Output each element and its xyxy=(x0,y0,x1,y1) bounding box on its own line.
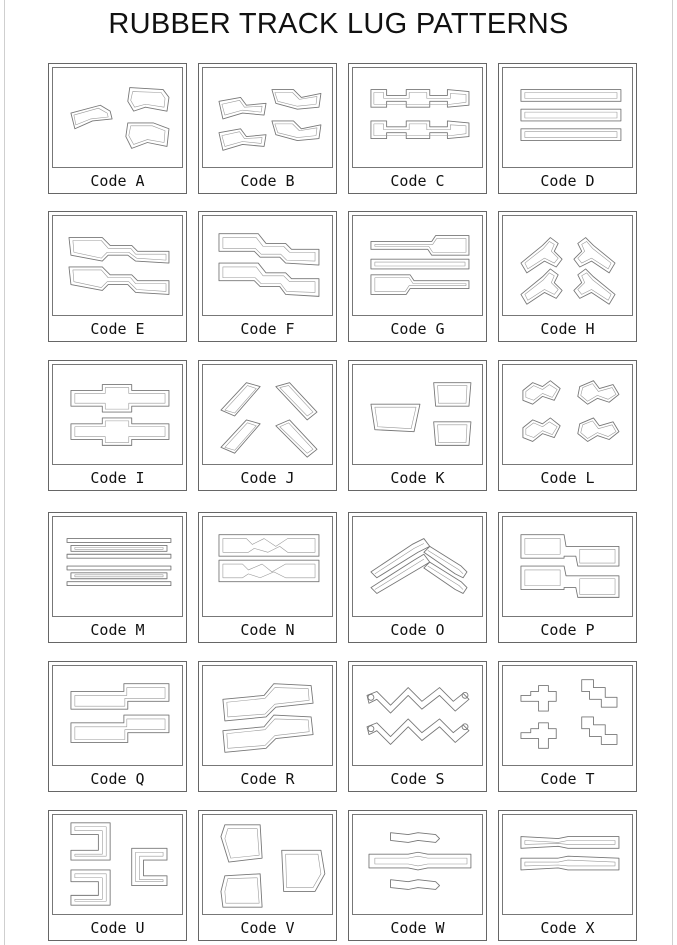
page-title: RUBBER TRACK LUG PATTERNS xyxy=(108,8,569,40)
pattern-code-label: Code X xyxy=(540,919,595,937)
pattern-card[interactable] xyxy=(348,63,487,194)
pattern-card[interactable] xyxy=(48,810,187,941)
pattern-f-icon xyxy=(203,216,332,315)
pattern-image xyxy=(202,67,333,168)
pattern-c-icon xyxy=(353,68,482,167)
pattern-code-label: Code Q xyxy=(90,770,145,788)
pattern-card[interactable] xyxy=(198,211,337,342)
pattern-image xyxy=(502,364,633,465)
pattern-image xyxy=(352,814,483,915)
pattern-e-icon xyxy=(53,216,182,315)
pattern-x-icon xyxy=(503,815,632,914)
pattern-n-icon xyxy=(203,517,332,616)
pattern-image xyxy=(352,516,483,617)
pattern-code-label: Code A xyxy=(90,172,145,190)
pattern-card[interactable] xyxy=(48,661,187,792)
pattern-s-icon xyxy=(353,666,482,765)
pattern-m-icon xyxy=(53,517,182,616)
pattern-code-label: Code H xyxy=(540,320,595,338)
pattern-image xyxy=(202,215,333,316)
pattern-card[interactable] xyxy=(498,661,637,792)
pattern-code-label: Code G xyxy=(390,320,445,338)
pattern-image xyxy=(502,215,633,316)
pattern-card[interactable] xyxy=(48,512,187,643)
pattern-card[interactable] xyxy=(198,810,337,941)
pattern-code-label: Code V xyxy=(240,919,295,937)
pattern-l-icon xyxy=(503,365,632,464)
pattern-image xyxy=(202,516,333,617)
pattern-code-label: Code P xyxy=(540,621,595,639)
pattern-code-label: Code D xyxy=(540,172,595,190)
pattern-t-icon xyxy=(503,666,632,765)
pattern-code-label: Code B xyxy=(240,172,295,190)
pattern-i-icon xyxy=(53,365,182,464)
pattern-image xyxy=(352,67,483,168)
pattern-code-label: Code K xyxy=(390,469,445,487)
pattern-q-icon xyxy=(53,666,182,765)
pattern-card[interactable] xyxy=(348,360,487,491)
pattern-image xyxy=(52,516,183,617)
pattern-card[interactable] xyxy=(498,512,637,643)
pattern-code-label: Code E xyxy=(90,320,145,338)
pattern-code-label: Code S xyxy=(390,770,445,788)
pattern-image xyxy=(352,364,483,465)
pattern-image xyxy=(52,814,183,915)
pattern-card[interactable] xyxy=(198,512,337,643)
pattern-image xyxy=(502,814,633,915)
pattern-image xyxy=(352,665,483,766)
pattern-card[interactable] xyxy=(198,63,337,194)
pattern-card[interactable] xyxy=(348,661,487,792)
pattern-card[interactable] xyxy=(198,360,337,491)
pattern-image xyxy=(202,814,333,915)
pattern-code-label: Code J xyxy=(240,469,295,487)
pattern-image xyxy=(52,215,183,316)
pattern-h-icon xyxy=(503,216,632,315)
pattern-code-label: Code L xyxy=(540,469,595,487)
pattern-card[interactable] xyxy=(198,661,337,792)
pattern-image xyxy=(502,665,633,766)
pattern-a-icon xyxy=(53,68,182,167)
pattern-code-label: Code W xyxy=(390,919,445,937)
pattern-code-label: Code R xyxy=(240,770,295,788)
pattern-image xyxy=(502,67,633,168)
pattern-card[interactable] xyxy=(348,211,487,342)
pattern-image xyxy=(352,215,483,316)
pattern-code-label: Code U xyxy=(90,919,145,937)
pattern-card[interactable] xyxy=(498,211,637,342)
pattern-card[interactable] xyxy=(498,360,637,491)
pattern-d-icon xyxy=(503,68,632,167)
pattern-g-icon xyxy=(353,216,482,315)
pattern-image xyxy=(202,364,333,465)
pattern-code-label: Code F xyxy=(240,320,295,338)
pattern-k-icon xyxy=(353,365,482,464)
pattern-image xyxy=(502,516,633,617)
pattern-code-label: Code C xyxy=(390,172,445,190)
pattern-card[interactable] xyxy=(348,512,487,643)
pattern-card[interactable] xyxy=(348,810,487,941)
pattern-o-icon xyxy=(353,517,482,616)
pattern-image xyxy=(52,67,183,168)
pattern-code-label: Code N xyxy=(240,621,295,639)
pattern-u-icon xyxy=(53,815,182,914)
pattern-card[interactable] xyxy=(48,211,187,342)
pattern-card[interactable] xyxy=(48,63,187,194)
pattern-w-icon xyxy=(353,815,482,914)
pattern-code-label: Code I xyxy=(90,469,145,487)
pattern-p-icon xyxy=(503,517,632,616)
pattern-card[interactable] xyxy=(498,63,637,194)
pattern-j-icon xyxy=(203,365,332,464)
pattern-image xyxy=(202,665,333,766)
pattern-card[interactable] xyxy=(48,360,187,491)
pattern-image xyxy=(52,364,183,465)
pattern-code-label: Code T xyxy=(540,770,595,788)
pattern-image xyxy=(52,665,183,766)
pattern-r-icon xyxy=(203,666,332,765)
pattern-v-icon xyxy=(203,815,332,914)
pattern-code-label: Code M xyxy=(90,621,145,639)
pattern-code-label: Code O xyxy=(390,621,445,639)
pattern-card[interactable] xyxy=(498,810,637,941)
pattern-b-icon xyxy=(203,68,332,167)
